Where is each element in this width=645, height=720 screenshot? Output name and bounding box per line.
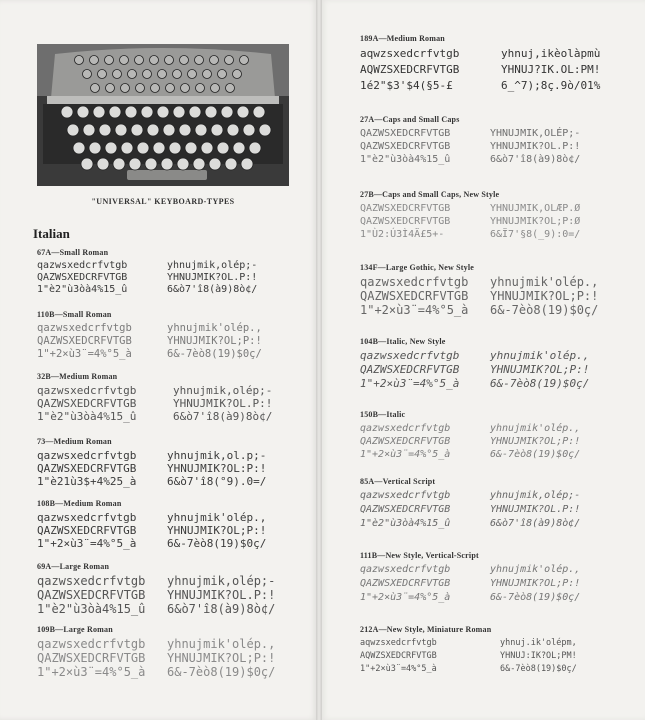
specimen-block <box>360 410 580 461</box>
key-cap-icon <box>243 124 255 136</box>
photo-caption: "UNIVERSAL" KEYBOARD-TYPES <box>91 197 235 206</box>
key-cap-icon <box>97 158 109 170</box>
specimen-row <box>360 215 580 228</box>
key-cap-icon <box>115 124 127 136</box>
key-cap-icon <box>99 124 111 136</box>
key-cap-icon <box>225 56 234 65</box>
specimen-label: 32B—Medium Roman <box>37 372 118 381</box>
key-cap-icon <box>151 84 160 93</box>
specimen-label: 108B—Medium Roman <box>37 499 122 508</box>
sample-right-text: 6&-7èò8(19)$0ç/ <box>167 348 262 360</box>
key-cap-icon <box>153 142 165 154</box>
specimen-row <box>360 563 580 577</box>
specimen-block <box>37 248 257 296</box>
specimen-block <box>37 310 262 361</box>
specimen-row <box>37 537 266 550</box>
specimen-row <box>360 517 580 531</box>
sample-right-text: yhnujmik'olép., <box>167 637 276 651</box>
sample-right-text: 6&-7èò8(19)$0ç/ <box>167 537 267 550</box>
sample-left-text: 1"+2×ù3¨=4%°5_à <box>37 348 132 360</box>
specimen-sample <box>360 422 580 461</box>
specimen-row <box>37 449 266 462</box>
sample-right-text: YHNUJMIK?OL.P:! <box>167 588 276 602</box>
specimen-sample <box>360 563 580 605</box>
sample-left-text: qazwsxedcrfvtgb <box>37 511 137 524</box>
specimen-row <box>360 637 577 650</box>
key-cap-icon <box>169 142 181 154</box>
section-title: Italian <box>33 226 70 241</box>
sample-right-text: YHNUJMIK,OLÆP.Ø <box>490 203 581 214</box>
sample-left-text: qazwsxedcrfvtgb <box>360 349 460 362</box>
key-cap-icon <box>143 70 152 79</box>
key-cap-icon <box>109 106 121 118</box>
specimen-row <box>360 275 598 289</box>
specimen-sample <box>360 637 577 676</box>
sample-right-text: YHNUJMIK?OL;P:! <box>167 524 267 537</box>
key-cap-icon <box>113 158 125 170</box>
sample-left-text: AQWZSXEDCRFVTGB <box>360 651 437 661</box>
key-cap-icon <box>211 124 223 136</box>
specimen-label: 27A—Caps and Small Caps <box>360 115 460 124</box>
sample-right-text: 6&-7èò8(19)$0ç/ <box>490 592 581 603</box>
sample-left-text: 1"è2"ù3òà4%15_û <box>37 410 137 423</box>
sample-left-text: QAZWSXEDCRFVTGB <box>37 462 137 475</box>
sample-left-text: qazwsxedcrfvtgb <box>37 637 146 651</box>
sample-right-text: 6&ò7'î8(à9)8ò¢/ <box>167 284 258 295</box>
sample-right-text: 6&ò7'î8(à9)8ò¢/ <box>167 602 276 616</box>
key-cap-icon <box>121 142 133 154</box>
specimen-block <box>37 372 272 423</box>
sample-left-text: qazwsxedcrfvtgb <box>37 449 137 462</box>
sample-left-text: aqwzsxedcrfvtgb <box>360 47 460 60</box>
key-cap-icon <box>141 106 153 118</box>
sample-left-text: 1"+2×ù3¨=4%°5_à <box>360 449 451 460</box>
sample-left-text: 1"è2"ù3òà4%15_û <box>360 154 451 165</box>
sample-right-text: YHNUJMIK?OL:P:! <box>167 462 267 475</box>
sample-right-text: 6&-7èò8(19)$0ç/ <box>490 449 581 460</box>
key-cap-icon <box>137 142 149 154</box>
key-cap-icon <box>120 56 129 65</box>
key-cap-icon <box>189 106 201 118</box>
key-cap-icon <box>185 142 197 154</box>
specimen-row <box>37 511 266 524</box>
specimen-row <box>37 322 262 335</box>
key-cap-icon <box>98 70 107 79</box>
sample-left-text: 1"+2×ù3¨=4%°5_à <box>37 665 146 679</box>
specimen-row <box>37 335 262 348</box>
specimen-sample <box>37 260 257 296</box>
sample-right-text: 6_^7);8ç.9ò/01% <box>501 79 601 92</box>
specimen-label: 150B—Italic <box>360 410 406 419</box>
sample-left-text: 1"è2"ù3òà4%15_û <box>360 518 451 529</box>
key-cap-icon <box>73 142 85 154</box>
key-cap-icon <box>201 142 213 154</box>
sample-left-text: QAZWSXEDCRFVTGB <box>360 216 451 227</box>
key-cap-icon <box>67 124 79 136</box>
sample-left-text: 1"è2"ù3òà4%15_û <box>37 602 146 616</box>
specimen-row <box>37 602 275 616</box>
key-cap-icon <box>188 70 197 79</box>
key-cap-icon <box>75 56 84 65</box>
specimen-label: 134F—Large Gothic, New Style <box>360 263 475 272</box>
specimen-row <box>360 349 589 363</box>
sample-right-text: yhnujmik'olép., <box>490 349 590 362</box>
key-cap-icon <box>89 142 101 154</box>
specimen-block <box>360 477 580 531</box>
sample-right-text: YHNUJ?IK.OL:PM! <box>501 63 601 76</box>
keyboard-illustration <box>37 44 289 186</box>
sample-left-text: qazwsxedcrfvtgb <box>37 260 128 271</box>
key-cap-icon <box>233 142 245 154</box>
specimen-row <box>360 422 580 435</box>
key-cap-icon <box>253 106 265 118</box>
sample-right-text: yhnujmik,olép;- <box>173 384 273 397</box>
specimen-block <box>360 263 598 317</box>
sample-right-text: 6&ò7'î8(à9)8ò¢/ <box>490 154 581 165</box>
key-cap-icon <box>249 142 261 154</box>
key-cap-icon <box>105 56 114 65</box>
sample-right-text: YHNUJMIK?OL;P:! <box>167 335 262 347</box>
specimen-sample <box>37 637 275 679</box>
key-cap-icon <box>77 106 89 118</box>
specimen-sample <box>37 322 262 361</box>
sample-right-text: YHNUJMIK?OL.P:! <box>490 504 581 515</box>
specimen-row <box>360 62 600 78</box>
specimen-row <box>37 462 266 475</box>
specimen-row <box>360 377 589 391</box>
specimen-row <box>360 289 598 303</box>
sample-right-text: yhnujmik,olép;- <box>490 490 581 501</box>
key-cap-icon <box>209 158 221 170</box>
sample-left-text: qazwsxedcrfvtgb <box>360 423 451 434</box>
specimen-row <box>360 435 580 448</box>
sample-right-text: YHNUJMIK,OLÉP;- <box>490 128 581 139</box>
key-cap-icon <box>83 70 92 79</box>
key-cap-icon <box>193 158 205 170</box>
key-cap-icon <box>147 124 159 136</box>
specimen-row <box>360 503 580 517</box>
key-cap-icon <box>113 70 122 79</box>
sample-left-text: QAZWSXEDCRFVTGB <box>360 289 469 303</box>
sample-right-text: 6&ò7'î8(°9).0=/ <box>167 475 267 488</box>
sample-right-text: yhnujmik,olép;- <box>167 574 276 588</box>
sample-right-text: YHNUJMIK?OL;P:! <box>490 363 590 376</box>
specimen-label: 27B—Caps and Small Caps, New Style <box>360 190 500 199</box>
key-cap-icon <box>91 84 100 93</box>
specimen-row <box>360 202 580 215</box>
sample-right-text: 6&-7èò8(19)$0ç/ <box>500 664 577 674</box>
specimen-block <box>360 625 577 676</box>
sample-right-text: YHNUJMIK?OL;P:Ø <box>490 216 581 227</box>
specimen-row <box>360 127 580 140</box>
key-cap-icon <box>179 124 191 136</box>
key-cap-icon <box>145 158 157 170</box>
specimen-sample <box>37 574 275 616</box>
specimen-label: 111B—New Style, Vertical-Script <box>360 551 479 560</box>
key-cap-icon <box>81 158 93 170</box>
specimen-row <box>37 574 275 588</box>
key-cap-icon <box>237 106 249 118</box>
sample-left-text: 1"è21ù3$+4%25_à <box>37 475 137 488</box>
sample-left-text: AQWZSXEDCRFVTGB <box>360 63 460 76</box>
sample-right-text: 6&ò7'î8(à9)8ò¢/ <box>490 518 581 529</box>
specimen-label: 109B—Large Roman <box>37 625 113 634</box>
specimen-sample <box>360 349 589 391</box>
key-cap-icon <box>125 106 137 118</box>
sample-left-text: aqwzsxedcrfvtgb <box>360 638 437 648</box>
sample-right-text: YHNUJMIK?OL.P:! <box>167 272 258 283</box>
specimen-sample <box>360 489 580 531</box>
key-cap-icon <box>173 70 182 79</box>
sample-right-text: 6&-7èò8(19)$0ç/ <box>490 303 599 317</box>
key-cap-icon <box>241 158 253 170</box>
key-cap-icon <box>221 106 233 118</box>
specimen-block <box>360 337 589 391</box>
key-cap-icon <box>136 84 145 93</box>
sample-right-text: YHNUJ:IK?OL;PM! <box>500 651 577 661</box>
sample-left-text: qazwsxedcrfvtgb <box>37 574 146 588</box>
specimen-sample <box>360 127 580 166</box>
page-gutter <box>316 0 322 720</box>
specimen-block <box>37 499 266 550</box>
specimen-block <box>37 625 275 679</box>
sample-right-text: YHNUJMIK?OL;P:! <box>490 289 599 303</box>
sample-left-text: 1"+2×ù3¨=4%°5_à <box>360 664 437 674</box>
specimen-row <box>360 228 580 241</box>
specimen-sample <box>37 511 266 550</box>
specimen-block <box>360 34 600 94</box>
key-cap-icon <box>129 158 141 170</box>
key-cap-icon <box>61 106 73 118</box>
key-cap-icon <box>205 106 217 118</box>
specimen-row <box>37 410 272 423</box>
sample-left-text: 1é2"$3'$4(§5-£ <box>360 79 453 92</box>
key-cap-icon <box>135 56 144 65</box>
specimen-row <box>360 363 589 377</box>
specimen-sample <box>360 275 598 317</box>
sample-left-text: qazwsxedcrfvtgb <box>37 384 137 397</box>
key-cap-icon <box>227 124 239 136</box>
keyboard-photo <box>37 44 289 186</box>
sample-left-text: QAZWSXEDCRFVTGB <box>37 588 146 602</box>
specimen-row <box>360 591 580 605</box>
specimen-block <box>360 115 580 166</box>
specimen-row <box>360 46 600 62</box>
specimen-sample <box>37 384 272 423</box>
key-cap-icon <box>180 56 189 65</box>
sample-left-text: QAZWSXEDCRFVTGB <box>360 504 451 515</box>
sample-left-text: QAZWSXEDCRFVTGB <box>360 436 451 447</box>
sample-left-text: 1"+2×ù3¨=4%°5_à <box>37 537 137 550</box>
sample-left-text: QAZWSXEDCRFVTGB <box>360 141 451 152</box>
specimen-row <box>360 577 580 591</box>
sample-right-text: 6&-7èò8(19)$0ç/ <box>490 377 590 390</box>
specimen-label: 67A—Small Roman <box>37 248 109 257</box>
key-cap-icon <box>150 56 159 65</box>
key-cap-icon <box>121 84 130 93</box>
specimen-row <box>37 272 257 284</box>
key-cap-icon <box>165 56 174 65</box>
key-cap-icon <box>161 158 173 170</box>
specimen-block <box>360 190 580 241</box>
sample-right-text: yhnujmik'olép., <box>490 275 599 289</box>
specimen-row <box>37 524 266 537</box>
specimen-row <box>37 348 262 361</box>
key-cap-icon <box>196 84 205 93</box>
sample-left-text: QAZWSXEDCRFVTGB <box>360 578 451 589</box>
specimen-sample <box>37 449 266 488</box>
specimen-row <box>360 650 577 663</box>
key-cap-icon <box>163 124 175 136</box>
specimen-row <box>37 397 272 410</box>
sample-left-text: QAZWSXEDCRFVTGB <box>360 203 451 214</box>
sample-right-text: yhnuj.ik'olépm, <box>500 638 577 648</box>
sample-left-text: QAZWSXEDCRFVTGB <box>37 397 137 410</box>
key-cap-icon <box>240 56 249 65</box>
specimen-row <box>37 637 275 651</box>
sample-left-text: QAZWSXEDCRFVTGB <box>360 363 460 376</box>
specimen-row <box>360 78 600 94</box>
sample-left-text: qazwsxedcrfvtgb <box>360 275 469 289</box>
specimen-row <box>37 475 266 488</box>
specimen-row <box>360 140 580 153</box>
specimen-label: 104B—Italic, New Style <box>360 337 446 346</box>
specimen-sample <box>360 202 580 241</box>
key-cap-icon <box>83 124 95 136</box>
sample-left-text: 1"è2"ù3òà4%15_û <box>37 284 128 295</box>
sample-left-text: 1"Ù2:Ú3Ì4Ä£5+- <box>360 229 445 240</box>
sample-right-text: YHNUJMIK?OL;P:! <box>490 578 581 589</box>
sample-right-text: yhnujmik'olép., <box>167 511 267 524</box>
key-cap-icon <box>157 106 169 118</box>
key-cap-icon <box>217 142 229 154</box>
sample-left-text: qazwsxedcrfvtgb <box>360 490 451 501</box>
specimen-label: 73—Medium Roman <box>37 437 112 446</box>
specimen-row <box>37 384 272 397</box>
sample-right-text: yhnujmik,ol.p;- <box>167 449 267 462</box>
sample-left-text: 1"+2×ù3¨=4%°5_à <box>360 377 460 390</box>
sample-left-text: qazwsxedcrfvtgb <box>37 322 132 334</box>
specimen-row <box>360 153 580 166</box>
sample-right-text: YHNUJMIK?OL.P:! <box>173 397 273 410</box>
sample-left-text: QAZWSXEDCRFVTGB <box>37 272 128 283</box>
sample-left-text: qazwsxedcrfvtgb <box>360 564 451 575</box>
key-cap-icon <box>211 84 220 93</box>
specimen-block <box>37 562 275 616</box>
specimen-row <box>37 588 275 602</box>
specimen-row <box>360 303 598 317</box>
key-cap-icon <box>181 84 190 93</box>
sample-right-text: 6&Ï7'§8(_9):0=/ <box>490 229 581 240</box>
sample-right-text: yhnujmik'olép., <box>167 322 262 334</box>
sample-right-text: YHNUJMIK?OL;P:! <box>167 651 276 665</box>
specimen-row <box>37 665 275 679</box>
sample-right-text: yhnujmik,olép;- <box>167 260 258 271</box>
sample-left-text: 1"+2×ù3¨=4%°5_à <box>360 303 469 317</box>
specimen-row <box>360 663 577 676</box>
key-cap-icon <box>128 70 137 79</box>
sample-left-text: 1"+2×ù3¨=4%°5_à <box>360 592 451 603</box>
specimen-row <box>37 651 275 665</box>
specimen-label: 212A—New Style, Miniature Roman <box>360 625 492 634</box>
specimen-row <box>360 489 580 503</box>
key-cap-icon <box>226 84 235 93</box>
key-cap-icon <box>203 70 212 79</box>
sample-right-text: YHNUJMIK?OL;P:! <box>490 436 581 447</box>
key-cap-icon <box>166 84 175 93</box>
specimen-label: 110B—Small Roman <box>37 310 112 319</box>
key-cap-icon <box>90 56 99 65</box>
sample-left-text: QAZWSXEDCRFVTGB <box>37 651 146 665</box>
specimen-row <box>37 284 257 296</box>
key-cap-icon <box>93 106 105 118</box>
key-cap-icon <box>225 158 237 170</box>
sample-right-text: YHNUJMIK?OL.P:! <box>490 141 581 152</box>
key-cap-icon <box>105 142 117 154</box>
sample-right-text: 6&-7èò8(19)$0ç/ <box>167 665 276 679</box>
specimen-row <box>37 260 257 272</box>
specimen-label: 69A—Large Roman <box>37 562 110 571</box>
specimen-label: 85A—Vertical Script <box>360 477 436 486</box>
key-cap-icon <box>131 124 143 136</box>
sample-left-text: QAZWSXEDCRFVTGB <box>360 128 451 139</box>
key-cap-icon <box>195 56 204 65</box>
sample-left-text: QAZWSXEDCRFVTGB <box>37 524 137 537</box>
specimen-sample <box>360 46 600 94</box>
key-cap-icon <box>259 124 271 136</box>
key-cap-icon <box>218 70 227 79</box>
key-cap-icon <box>195 124 207 136</box>
sample-right-text: yhnujmik'olép., <box>490 423 581 434</box>
key-cap-icon <box>173 106 185 118</box>
sample-right-text: yhnuj,ikèolàpmù <box>501 47 601 60</box>
key-cap-icon <box>158 70 167 79</box>
sample-left-text: QAZWSXEDCRFVTGB <box>37 335 132 347</box>
specimen-block <box>37 437 266 488</box>
key-cap-icon <box>106 84 115 93</box>
specimen-row <box>360 448 580 461</box>
sample-right-text: 6&ò7'î8(à9)8ò¢/ <box>173 410 273 423</box>
specimen-label: 189A—Medium Roman <box>360 34 445 43</box>
key-cap-icon <box>210 56 219 65</box>
specimen-block <box>360 551 580 605</box>
key-cap-icon <box>233 70 242 79</box>
sample-right-text: yhnujmik'olép., <box>490 564 581 575</box>
key-cap-icon <box>177 158 189 170</box>
